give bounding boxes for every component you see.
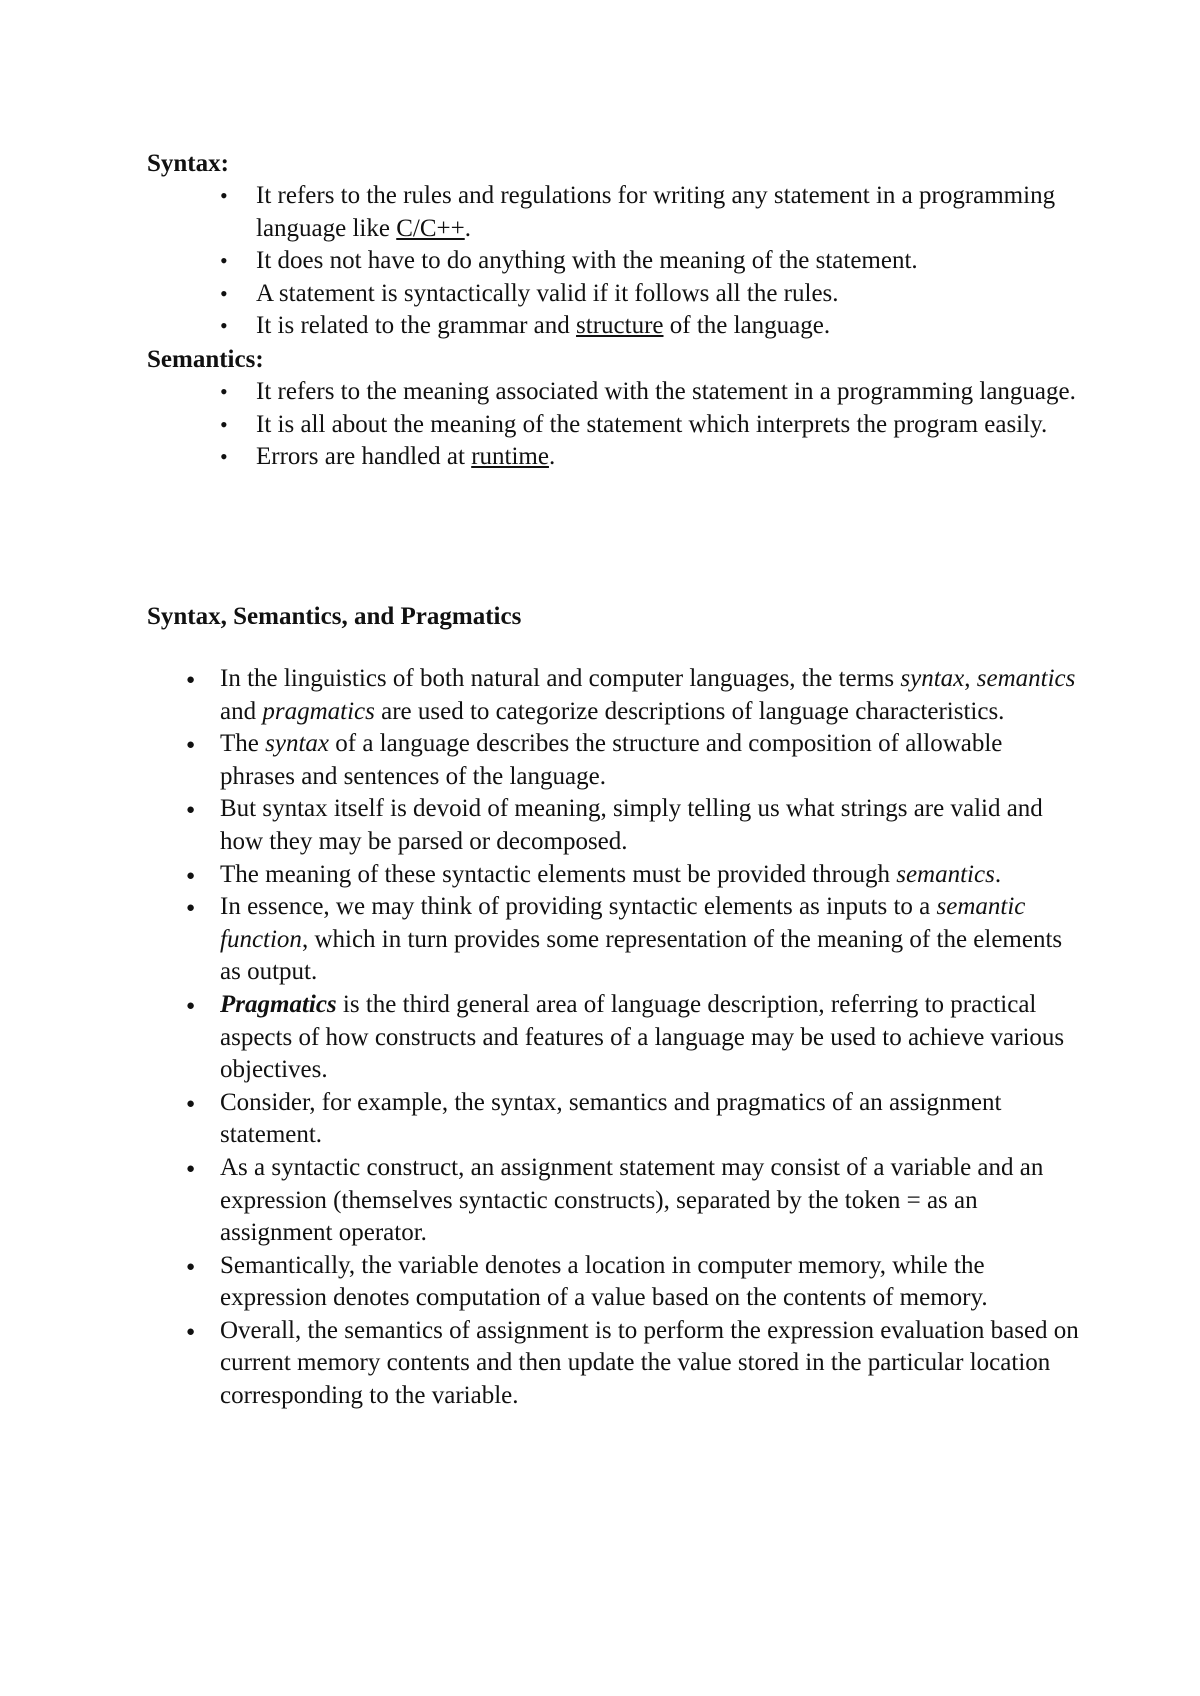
list-item: • Errors are handled at runtime. (256, 441, 1116, 474)
list-item: ● As a syntactic construct, an assignment statement may consist of a variable and an expression (themselves syntactic constructs), separated by the token = as an assignment operator. (220, 1152, 1080, 1250)
list-item: ● Pragmatics is the third general area of language description, referring to practical aspects of how constructs and features of a language may be used to achieve various objectives. (220, 989, 1080, 1087)
list-item: ● The syntax of a language describes the structure and composition of allowable phrases and sentences of the language. (220, 728, 1080, 793)
list-item: ● In the linguistics of both natural and computer languages, the terms syntax, semantics and pragmatics are used to categorize descriptions of language characteristics. (220, 663, 1080, 728)
runtime-link[interactable]: runtime (471, 443, 549, 471)
list-item: ● The meaning of these syntactic elements must be provided through semantics. (220, 859, 1080, 892)
list-item: ● Semantically, the variable denotes a location in computer memory, while the expression denotes computation of a value based on the contents of memory. (220, 1250, 1080, 1315)
semantics-heading: Semantics: (147, 346, 264, 373)
structure-link[interactable]: structure (576, 312, 664, 340)
list-item: ● Consider, for example, the syntax, semantics and pragmatics of an assignment statement. (220, 1087, 1080, 1152)
list-item: • It refers to the meaning associated with the statement in a programming language. (256, 376, 1116, 409)
ssp-list (220, 663, 1080, 1413)
syntax-list (256, 180, 1116, 343)
list-item: • It is related to the grammar and structure of the language. (256, 310, 1116, 343)
list-item: • It does not have to do anything with the meaning of the statement. (256, 245, 1116, 278)
list-item: • A statement is syntactically valid if it follows all the rules. (256, 278, 1116, 311)
list-item: ● Overall, the semantics of assignment is to perform the expression evaluation based on current memory contents and then update the value stored in the particular location corresponding to the variable. (220, 1315, 1080, 1413)
list-item: ● In essence, we may think of providing syntactic elements as inputs to a semantic function, which in turn provides some representation of the meaning of the elements as output. (220, 891, 1080, 989)
ssp-heading: Syntax, Semantics, and Pragmatics (147, 603, 522, 630)
list-item: • It refers to the rules and regulations for writing any statement in a programming language like C/C++. (256, 180, 1116, 245)
semantics-list (256, 376, 1116, 474)
list-item: ● But syntax itself is devoid of meaning, simply telling us what strings are valid and how they may be parsed or decomposed. (220, 793, 1080, 858)
syntax-heading: Syntax: (147, 150, 229, 177)
c-cpp-link[interactable]: C/C++ (396, 214, 465, 242)
list-item: • It is all about the meaning of the statement which interprets the program easily. (256, 409, 1116, 442)
